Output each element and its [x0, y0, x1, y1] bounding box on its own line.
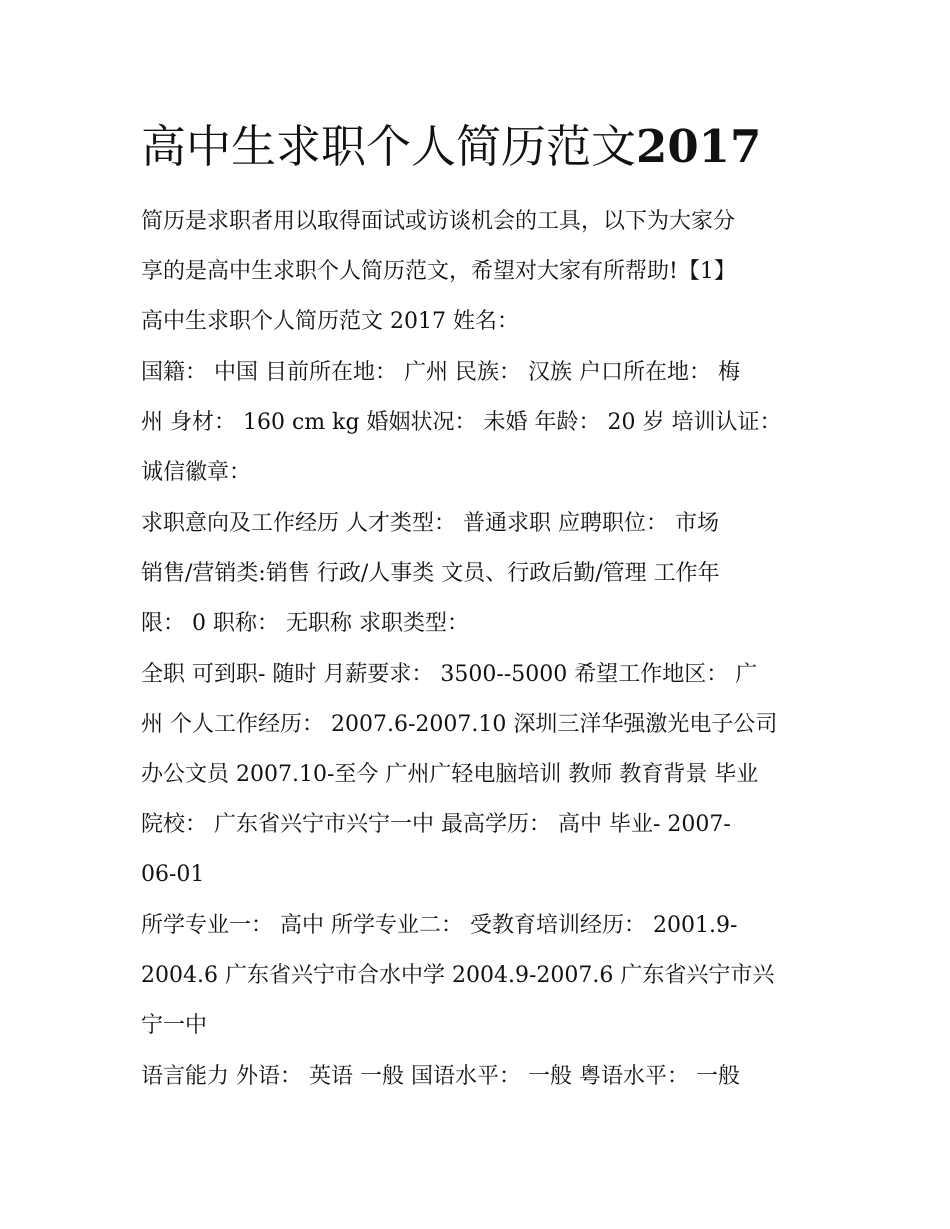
text-line: 享的是高中生求职个人简历范文，希望对大家有所帮助!【1】: [141, 259, 736, 284]
text-line: 求职意向及工作经历 人才类型： 普通求职 应聘职位： 市场: [141, 511, 719, 536]
text-line: 院校： 广东省兴宁市兴宁一中 最高学历： 高中 毕业- 2007-: [141, 812, 731, 837]
paragraph-work-experience: [141, 650, 821, 900]
text-line: 国籍： 中国 目前所在地： 广州 民族： 汉族 户口所在地： 梅: [141, 360, 740, 385]
text-line: 2004.6 广东省兴宁市合水中学 2004.9-2007.6 广东省兴宁市兴: [141, 963, 775, 988]
text-line: 州 身材： 160 cm kg 婚姻状况： 未婚 年龄： 20 岁 培训认证：: [141, 410, 782, 435]
text-line: 语言能力 外语： 英语 一般 国语水平： 一般 粤语水平： 一般: [141, 1064, 740, 1089]
text-line: 州 个人工作经历： 2007.6-2007.10 深圳三洋华强激光电子公司: [141, 712, 778, 737]
page-title: [141, 112, 841, 182]
text-line: 销售/营销类:销售 行政/人事类 文员、行政后勤/管理 工作年: [141, 561, 720, 586]
text-line: 06-01: [141, 862, 205, 887]
paragraph-personal-info: [141, 348, 821, 498]
paragraph-language: [141, 1052, 821, 1102]
text-line: 诚信徽章：: [141, 460, 252, 485]
document-body: [141, 197, 821, 1103]
paragraph-education: [141, 901, 821, 1051]
paragraph-intro: [141, 197, 821, 347]
text-line: 高中生求职个人简历范文 2017 姓名：: [141, 309, 519, 334]
text-line: 所学专业一： 高中 所学专业二： 受教育培训经历： 2001.9-: [141, 913, 738, 938]
text-line: 宁一中: [141, 1013, 208, 1038]
text-line: 办公文员 2007.10-至今 广州广轻电脑培训 教师 教育背景 毕业: [141, 762, 759, 787]
text-line: 限： 0 职称： 无职称 求职类型：: [141, 611, 469, 636]
text-line: 简历是求职者用以取得面试或访谈机会的工具，以下为大家分: [141, 209, 736, 234]
paragraph-job-intention: [141, 499, 821, 649]
title-text: 高中生求职个人简历范文: [141, 120, 637, 173]
title-year: 2017: [636, 120, 762, 173]
text-line: 全职 可到职- 随时 月薪要求： 3500--5000 希望工作地区： 广: [141, 662, 758, 687]
